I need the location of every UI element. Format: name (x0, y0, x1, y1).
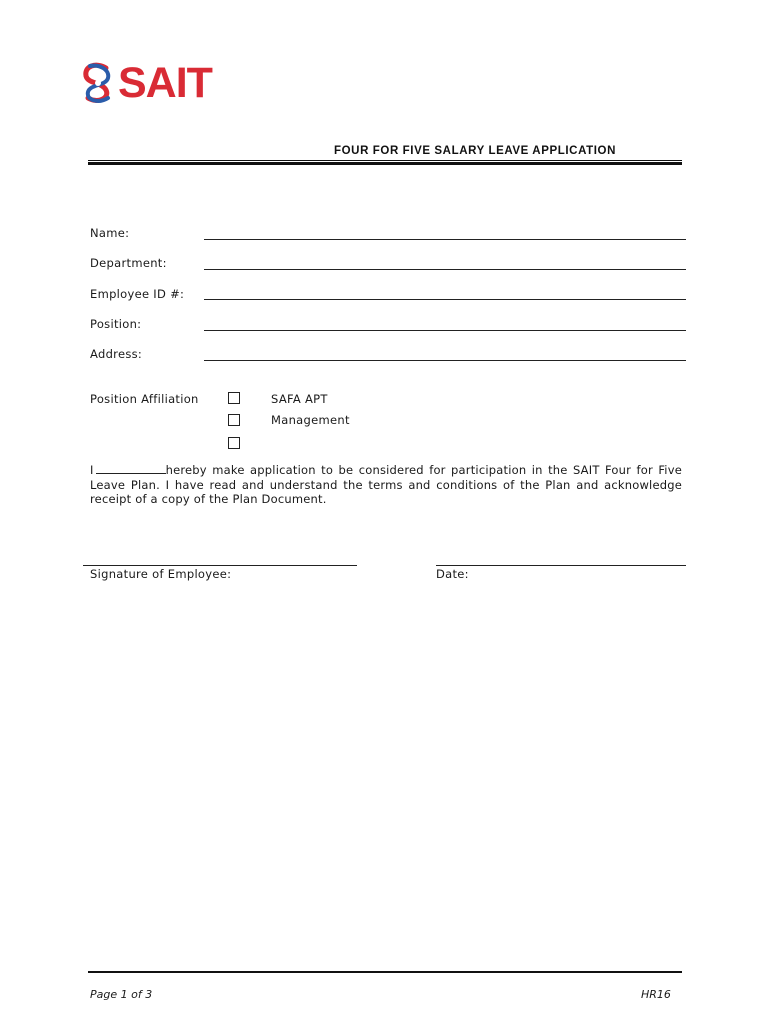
safa-apt-label: SAFA APT (271, 392, 328, 406)
page-number: Page 1 of 3 (90, 988, 153, 1001)
management-checkbox[interactable] (228, 414, 240, 426)
application-statement (90, 463, 682, 507)
applicant-name-blank[interactable] (96, 463, 166, 474)
department-label: Department: (90, 256, 167, 270)
title-rule-thick (88, 162, 682, 165)
address-label: Address: (90, 347, 143, 361)
employee-id-field[interactable] (204, 299, 686, 300)
date-label: Date: (436, 567, 469, 581)
employee-id-label: Employee ID #: (90, 287, 185, 301)
address-field[interactable] (204, 360, 686, 361)
position-affiliation-label: Position Affiliation (90, 392, 199, 406)
statement-lead: I (90, 463, 94, 477)
name-label: Name: (90, 226, 130, 240)
statement-body: hereby make application to be considered for participation in the SAIT Four for Five Leave Plan. I have read and understand the terms and conditions of the Plan and acknowledge receipt of a copy of the Plan Document. (90, 463, 682, 506)
sait-logo-mark-icon (80, 62, 116, 104)
other-affiliation-checkbox[interactable] (228, 437, 240, 449)
employee-signature-field[interactable] (83, 565, 357, 566)
form-code: HR16 (641, 988, 671, 1001)
date-field[interactable] (436, 565, 686, 566)
safa-apt-checkbox[interactable] (228, 392, 240, 404)
name-field[interactable] (204, 239, 686, 240)
management-label: Management (271, 413, 350, 427)
position-label: Position: (90, 317, 142, 331)
position-field[interactable] (204, 330, 686, 331)
document-title: FOUR FOR FIVE SALARY LEAVE APPLICATION (334, 145, 616, 157)
employee-signature-label: Signature of Employee: (90, 567, 232, 581)
department-field[interactable] (204, 269, 686, 270)
footer-rule (88, 971, 682, 973)
sait-logo (80, 59, 225, 107)
title-rule-thin (88, 160, 682, 161)
sait-logo-text: SAIT (118, 59, 212, 107)
